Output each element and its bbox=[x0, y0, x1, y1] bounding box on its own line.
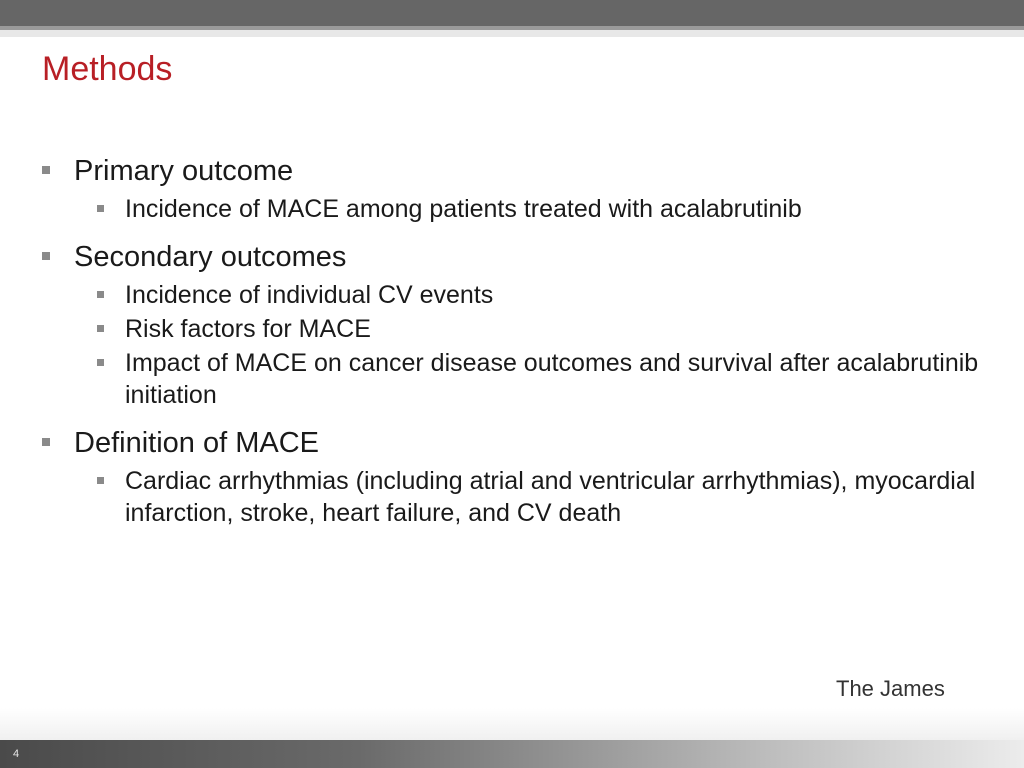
sub-bullet bbox=[125, 279, 985, 311]
square-bullet-icon bbox=[97, 359, 104, 366]
footer-fade bbox=[0, 708, 1024, 740]
square-bullet-icon bbox=[97, 325, 104, 332]
sub-bullet bbox=[125, 465, 985, 529]
the-james-wordmark: The James bbox=[836, 676, 945, 701]
sub-bullet-text: Incidence of MACE among patients treated with acalabrutinib bbox=[125, 195, 802, 223]
slide-content bbox=[42, 151, 1002, 529]
bottom-bar bbox=[0, 740, 1024, 768]
bullet-primary-outcome bbox=[42, 151, 1002, 191]
sub-bullet bbox=[125, 347, 985, 411]
sub-bullet-text: Incidence of individual CV events bbox=[125, 281, 494, 309]
top-bar bbox=[0, 0, 1024, 26]
sub-bullet bbox=[125, 313, 985, 345]
page-number: 4 bbox=[13, 748, 20, 760]
sub-bullet-text: Impact of MACE on cancer disease outcomes and survival after acalabrutinib initiation bbox=[125, 349, 979, 409]
slide-title: Methods bbox=[42, 50, 173, 88]
bullet-secondary-outcomes bbox=[42, 237, 1002, 277]
square-bullet-icon bbox=[42, 252, 50, 260]
sub-bullet bbox=[125, 193, 985, 225]
bullet-definition-of-mace bbox=[42, 423, 1002, 463]
square-bullet-icon bbox=[42, 166, 50, 174]
square-bullet-icon bbox=[97, 205, 104, 212]
sub-bullet-text: Cardiac arrhythmias (including atrial and ventricular arrhythmias), myocardial infarction, stroke, heart failure, and CV death bbox=[125, 467, 976, 527]
bullet-heading: Definition of MACE bbox=[74, 427, 319, 459]
bullet-heading: Primary outcome bbox=[74, 155, 294, 187]
square-bullet-icon bbox=[42, 438, 50, 446]
sub-bullet-text: Risk factors for MACE bbox=[125, 315, 371, 343]
square-bullet-icon bbox=[97, 291, 104, 298]
square-bullet-icon bbox=[97, 477, 104, 484]
bullet-heading: Secondary outcomes bbox=[74, 241, 347, 273]
top-divider-light bbox=[0, 30, 1024, 37]
